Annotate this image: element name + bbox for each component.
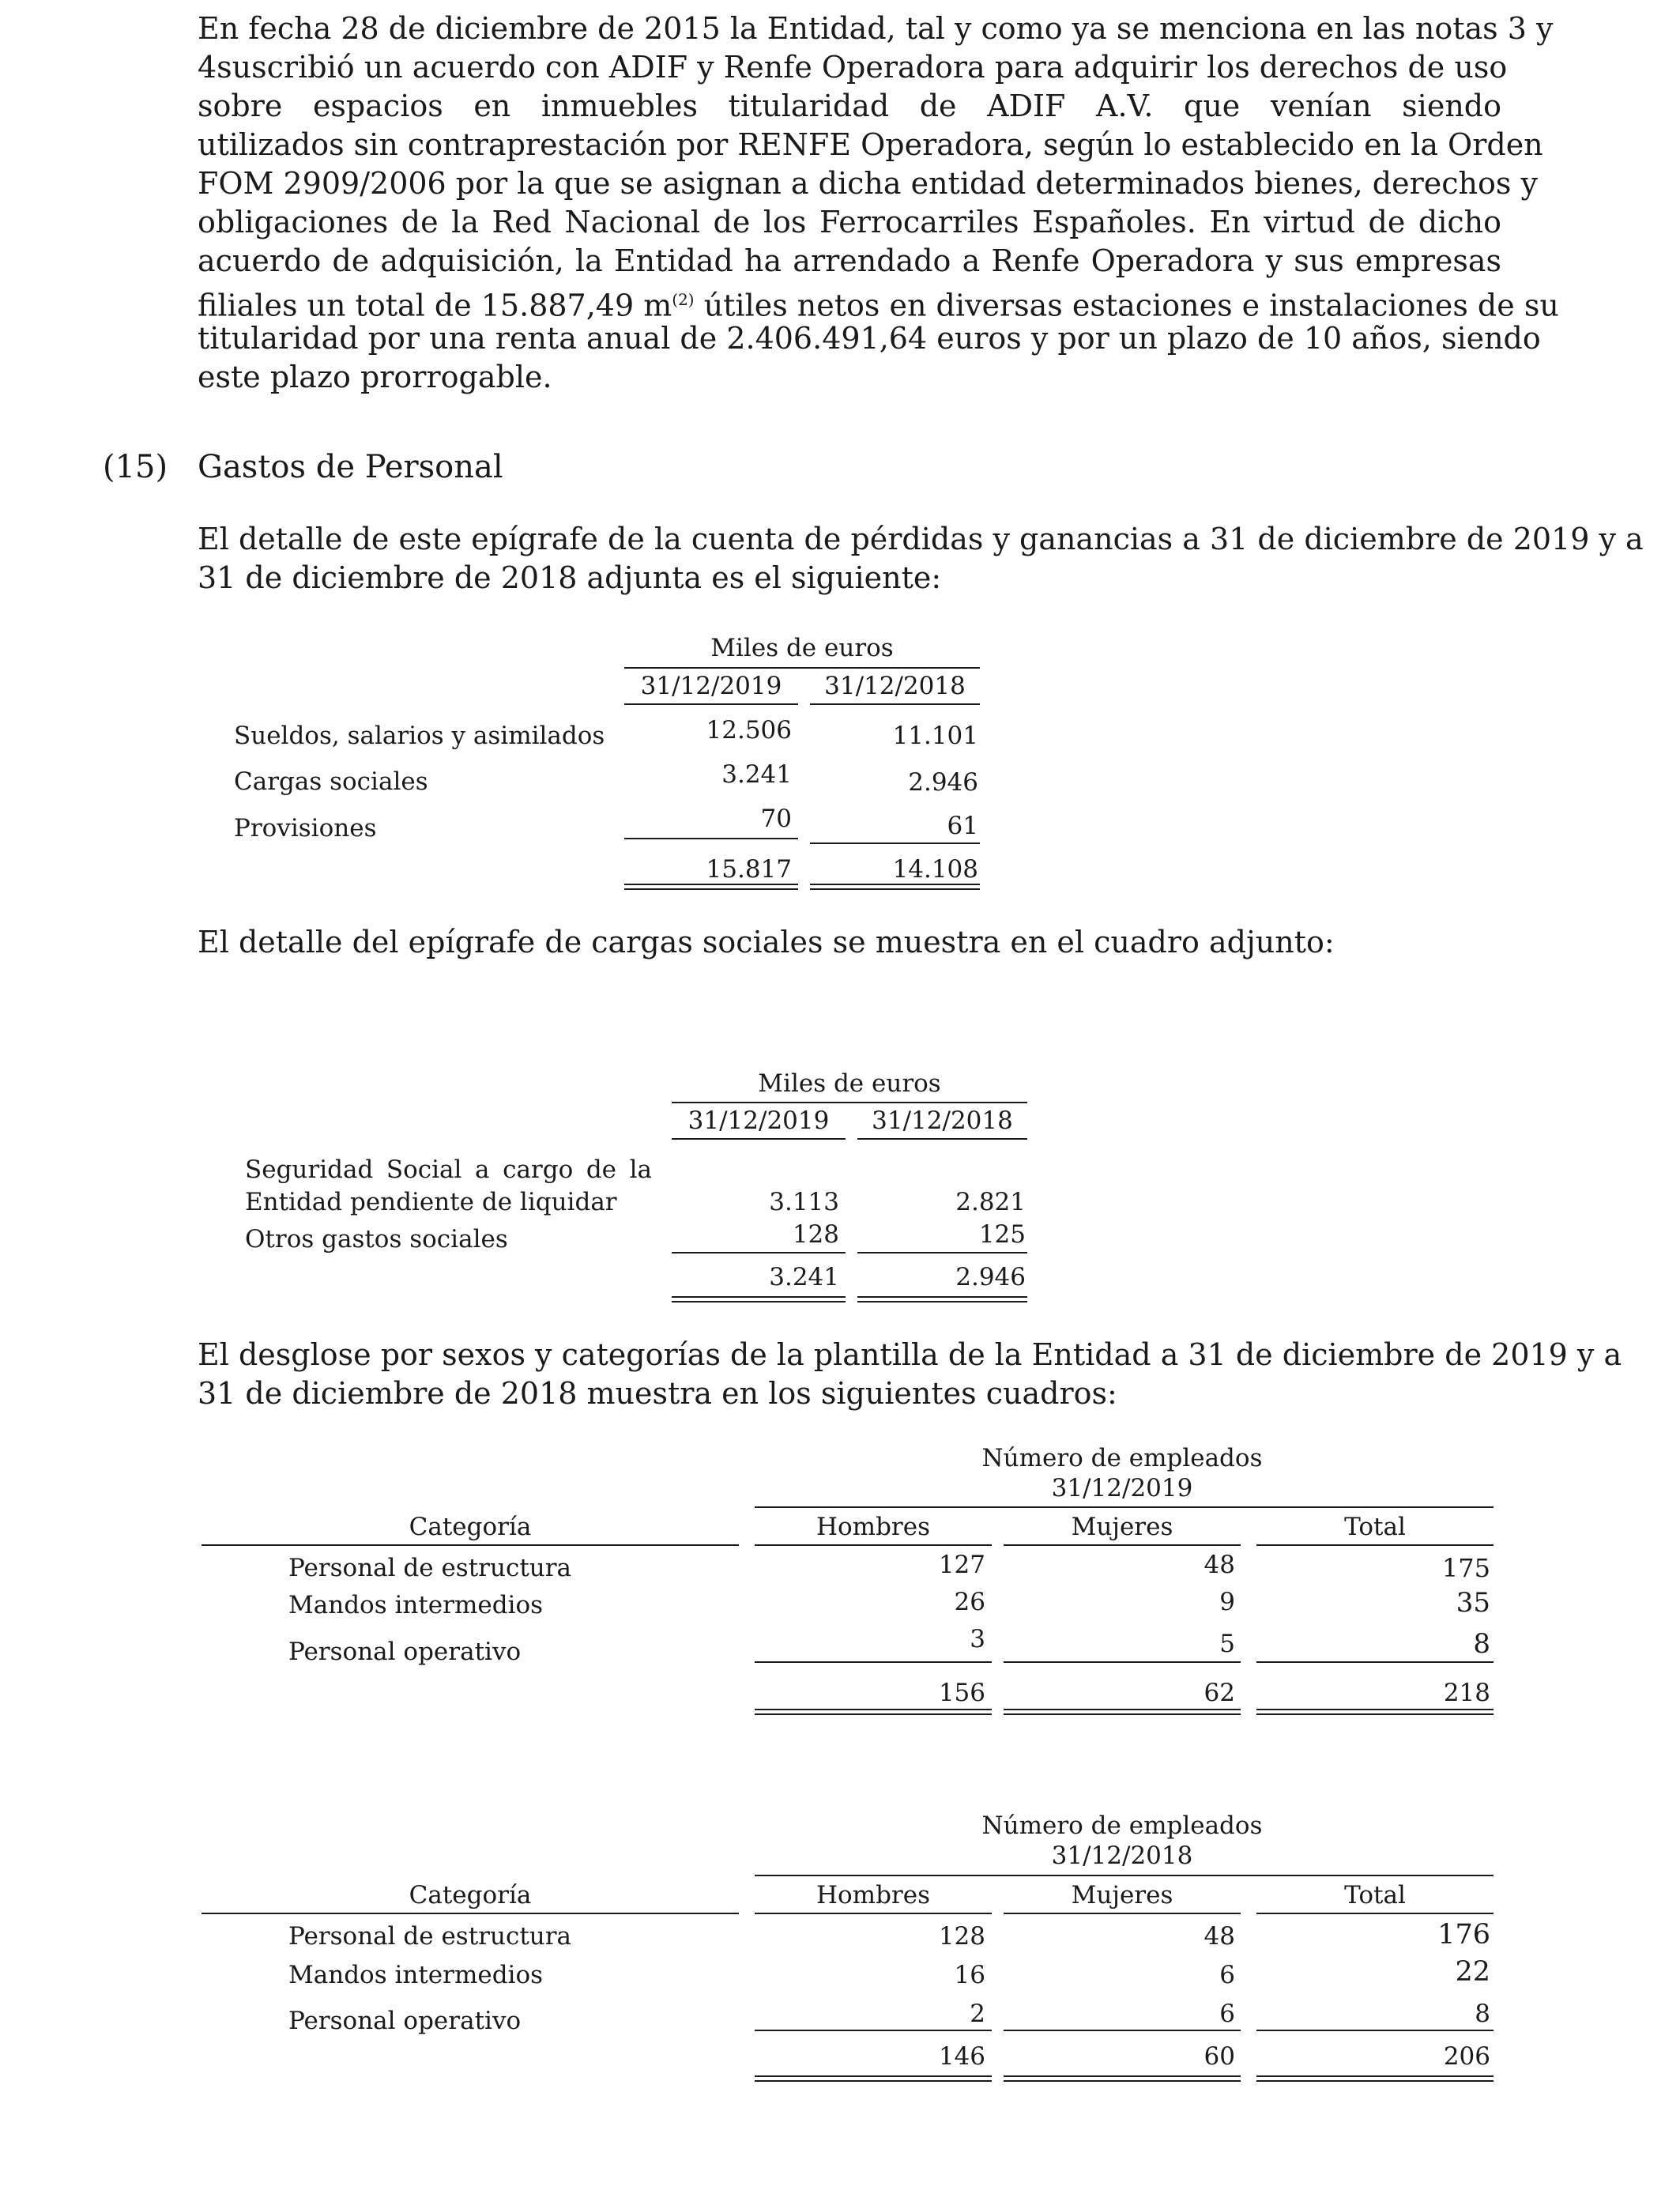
cell-value: 8: [1475, 2000, 1490, 2028]
divider: [810, 703, 980, 705]
cell-value: 2.946: [908, 768, 978, 797]
paragraph-detalle: [198, 520, 1644, 598]
cell-value: 125: [978, 1220, 1026, 1249]
row-label: Personal operativo: [288, 1638, 522, 1666]
intro-line: En fecha 28 de diciembre de 2015 la Entidad, tal y como ya se menciona en las notas 3 y: [198, 11, 1554, 46]
divider: [624, 703, 798, 705]
intro-line: sobre espacios en inmuebles titularidad de ADIF A.V. que venían siendo: [198, 89, 1501, 123]
cell-value: 3: [970, 1625, 985, 1653]
column-header: Total: [1344, 1881, 1406, 1909]
cell-value: 3.113: [769, 1188, 839, 1216]
subtotal-line: [1004, 2030, 1241, 2031]
subtotal-line: [755, 2030, 992, 2031]
cell-value: 12.506: [706, 716, 792, 745]
table-unit-header: Miles de euros: [758, 1069, 941, 1098]
row-label: Personal operativo: [288, 2007, 522, 2035]
intro-paragraph: [198, 9, 1559, 397]
subtotal-line: [1256, 1661, 1494, 1663]
paragraph-cargas: El detalle del epígrafe de cargas sociales se muestra en el cuadro adjunto:: [198, 925, 1335, 959]
cell-value: 176: [1437, 1919, 1490, 1951]
cell-value: 6: [1219, 2000, 1235, 2028]
subtotal-line: [1256, 2030, 1494, 2031]
total-value: 60: [1203, 2042, 1235, 2071]
total-double-line: [624, 884, 798, 890]
subtotal-line: [672, 1252, 846, 1253]
divider: [1256, 1913, 1494, 1914]
paragraph-line: El desglose por sexos y categorías de la plantilla de la Entidad a 31 de diciembre de 2019 y a: [198, 1337, 1622, 1372]
total-double-line: [1004, 2075, 1241, 2082]
subtotal-line: [810, 843, 980, 844]
cell-value: 48: [1203, 1551, 1235, 1579]
divider: [624, 667, 980, 669]
cell-value: 9: [1219, 1588, 1235, 1616]
column-header: 31/12/2018: [872, 1106, 1013, 1135]
cell-value: 5: [1219, 1630, 1235, 1658]
column-header: Total: [1344, 1513, 1406, 1541]
total-double-line: [810, 884, 980, 890]
divider: [1004, 1913, 1241, 1914]
column-header: Categoría: [409, 1513, 532, 1541]
table-header-date: 31/12/2019: [1051, 1474, 1193, 1502]
total-double-line: [1256, 2075, 1494, 2082]
intro-line: titularidad por una renta anual de 2.406.491,64 euros y por un plazo de 10 años, siendo: [198, 321, 1541, 356]
cell-value: 175: [1441, 1553, 1490, 1583]
cell-value: 128: [938, 1922, 985, 1951]
section-title: Gastos de Personal: [198, 449, 503, 485]
divider: [672, 1102, 1027, 1103]
total-value: 218: [1443, 1679, 1490, 1707]
row-label: Entidad pendiente de liquidar: [245, 1188, 617, 1216]
cell-value: 26: [954, 1588, 985, 1616]
row-label: Mandos intermedios: [288, 1961, 544, 1989]
row-label: Otros gastos sociales: [245, 1225, 508, 1253]
total-value: 3.241: [769, 1263, 839, 1291]
divider: [857, 1138, 1027, 1140]
cell-value: 2.821: [955, 1188, 1026, 1216]
total-value: 146: [938, 2042, 985, 2071]
divider: [755, 1913, 992, 1914]
column-header: 31/12/2019: [687, 1106, 830, 1135]
row-label: Mandos intermedios: [288, 1591, 544, 1619]
total-double-line: [1004, 1709, 1241, 1715]
intro-line: acuerdo de adquisición, la Entidad ha arrendado a Renfe Operadora y sus empresas: [198, 243, 1501, 278]
cell-value: 16: [954, 1961, 985, 1989]
column-header: Mujeres: [1071, 1881, 1173, 1909]
divider: [755, 1506, 1494, 1508]
paragraph-desglose: [198, 1336, 1622, 1413]
total-double-line: [672, 1296, 846, 1302]
row-label: Seguridad Social a cargo de la: [245, 1155, 652, 1184]
intro-line: obligaciones de la Red Nacional de los Ferrocarriles Españoles. En virtud de dicho: [198, 205, 1501, 239]
column-header: Mujeres: [1071, 1513, 1173, 1541]
total-double-line: [857, 1296, 1027, 1302]
cell-value: 70: [760, 805, 792, 833]
row-label: Personal de estructura: [288, 1554, 572, 1582]
total-double-line: [1256, 1709, 1494, 1715]
intro-line: este plazo prorrogable.: [198, 360, 552, 394]
cell-value: 128: [792, 1220, 839, 1249]
cell-value: 22: [1455, 1956, 1490, 1988]
paragraph-line: 31 de diciembre de 2018 muestra en los siguientes cuadros:: [198, 1376, 1117, 1411]
intro-line: utilizados sin contraprestación por RENFE Operadora, según lo establecido en la Orden: [198, 127, 1543, 162]
cell-value: 48: [1203, 1922, 1235, 1951]
divider: [755, 1875, 1494, 1876]
subtotal-line: [624, 838, 798, 839]
intro-line-area: filiales un total de 15.887,49 $m^{(2)}$ útiles netos en diversas estaciones e instalaciones de su: [198, 288, 1559, 323]
table-unit-header: Miles de euros: [710, 634, 894, 662]
total-value: 14.108: [892, 855, 978, 884]
divider: [755, 1544, 992, 1546]
cell-value: 11.101: [892, 722, 978, 750]
total-value: 156: [938, 1679, 985, 1707]
column-header: Hombres: [816, 1881, 930, 1909]
total-double-line: [755, 1709, 992, 1715]
divider: [202, 1544, 739, 1546]
subtotal-line: [1004, 1661, 1241, 1663]
total-value: 15.817: [706, 855, 792, 884]
cell-value: 6: [1219, 1961, 1235, 1989]
divider: [1256, 1544, 1494, 1546]
cell-value: 3.241: [721, 760, 792, 789]
table-header: Número de empleados: [981, 1444, 1263, 1472]
total-value: 206: [1443, 2042, 1490, 2071]
intro-line: 4suscribió un acuerdo con ADIF y Renfe Operadora para adquirir los derechos de uso: [198, 50, 1508, 85]
total-value: 2.946: [955, 1263, 1026, 1291]
total-value: 62: [1203, 1679, 1235, 1707]
divider: [1004, 1544, 1241, 1546]
section-number: (15): [103, 449, 168, 485]
row-label: Provisiones: [234, 814, 377, 843]
row-label: Personal de estructura: [288, 1922, 572, 1951]
column-header: Categoría: [409, 1881, 532, 1909]
column-header: 31/12/2019: [640, 672, 782, 700]
total-double-line: [755, 2075, 992, 2082]
paragraph-line: 31 de diciembre de 2018 adjunta es el siguiente:: [198, 560, 942, 595]
row-label: Cargas sociales: [234, 767, 428, 796]
intro-line: FOM 2909/2006 por la que se asignan a dicha entidad determinados bienes, derechos y: [198, 166, 1538, 201]
cell-value: 127: [938, 1551, 985, 1579]
cell-value: 35: [1456, 1587, 1490, 1619]
column-header: 31/12/2018: [824, 672, 966, 700]
table-header-date: 31/12/2018: [1051, 1842, 1193, 1870]
column-header: Hombres: [816, 1513, 930, 1541]
table-header: Número de empleados: [981, 1811, 1263, 1840]
subtotal-line: [755, 1661, 992, 1663]
paragraph-line: El detalle de este epígrafe de la cuenta de pérdidas y ganancias a 31 de diciembre de 2019 y a: [198, 522, 1644, 556]
cell-value: 61: [947, 812, 978, 840]
divider: [202, 1913, 739, 1914]
divider: [672, 1138, 846, 1140]
row-label: Sueldos, salarios y asimilados: [234, 722, 605, 750]
cell-value: 8: [1473, 1628, 1490, 1660]
subtotal-line: [857, 1252, 1027, 1253]
cell-value: 2: [970, 2000, 985, 2028]
